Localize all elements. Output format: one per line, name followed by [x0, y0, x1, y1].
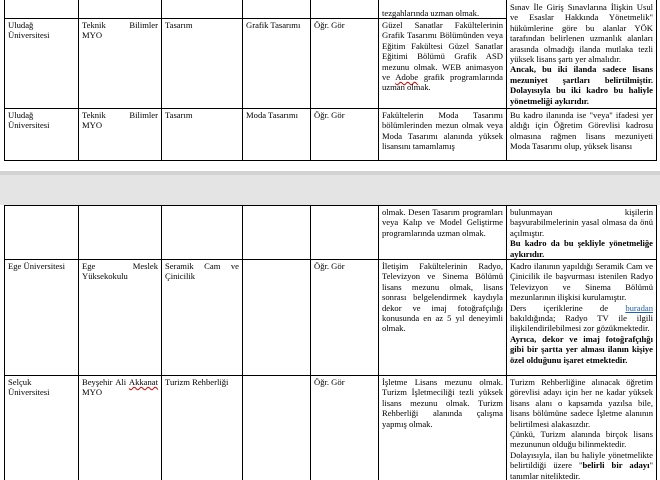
requirement-cell: olmak. Desen Tasarım programları veya Kalıp ve Model Geliştirme programlarında uzman olmak.: [379, 206, 507, 260]
department-cell: Seramik Cam ve Çinicilik: [162, 260, 243, 376]
requirement-cell: Güzel Sanatlar Fakültelerinin Grafik Tasarımı Bölümünden veya Eğitim Fakültesi Güzel Sanatlar Eğitimi Bölümü Grafik ASD mezunu olmak. WEB animasyon ve Adobe grafik programlarında uzman olmak.: [379, 19, 507, 109]
university-cell: Uludağ Üniversitesi: [5, 109, 79, 161]
table-row: [5, 376, 657, 480]
buradan-link[interactable]: buradan: [625, 302, 653, 313]
requirement-text: tezgahlarında uzman olmak.: [382, 7, 480, 18]
note-cell: Turizm Rehberliğine alınacak öğretim görevlisi adayı için her ne kadar yüksek lisans alanı o kapsamda yazılsa bile, lisans bölümüne sadece İşletme alanının belirtilmesi alakasızdır. Çünkü, Turizm alanında birçok lisans mezununun olduğu bilinmektedir. Dolayısıyla, ilan bu haliyle yönetmelikte belirtildiği üzere "belirli bir adayı" tanımlar niteliktedir.: [507, 376, 657, 480]
school-cell: Teknik Bilimler MYO: [79, 19, 162, 109]
title-cell: Öğr. Gör: [311, 260, 379, 376]
school-cell: Teknik Bilimler MYO: [79, 109, 162, 161]
requirement-cell: [379, 0, 507, 19]
table-row: [5, 260, 657, 376]
department-cell: Turizm Rehberliği: [162, 376, 243, 480]
table-row: [5, 109, 657, 161]
adobe-word: Adobe: [395, 72, 419, 83]
program-cell: Grafik Tasarımı: [243, 19, 311, 109]
department-cell: Tasarım: [162, 19, 243, 109]
akkanat-word: Akkanat: [128, 377, 158, 388]
university-cell: Selçuk Üniversitesi: [5, 376, 79, 480]
note-text: Sınav İle Giriş Sınavlarına İlişkin Usul ve Esaslar Hakkında Yönetmelik" hükümlerine göre bu alanlar YÖK tarafından belirlenen uzmanlık alanları arasında olmadığı ilanda mutlaka tezli yüksek lisans şartı yer almalıdır.: [510, 2, 653, 65]
note-cell: Bu kadro ilanında ise "veya" ifadesi yer aldığı için Öğretim Görevlisi kadrosu olmasına rağmen lisans mezuniyeti Moda Tasarımı olup, yüksek lisansı: [507, 109, 657, 161]
requirement-cell: İletişim Fakültelerinin Radyo, Televizyon ve Sinema Bölümü lisans mezunu olmak, lisans sonrası belgelendirmek kaydıyla dekor ve imaj fotoğrafçılığı konusunda en az 5 yıl deneyimli olmak.: [379, 260, 507, 376]
university-cell: Ege Üniversitesi: [5, 260, 79, 376]
school-cell: Ege Meslek Yüksekokulu: [79, 260, 162, 376]
title-cell: Öğr. Gör: [311, 376, 379, 480]
table-page-1: [4, 0, 657, 161]
requirement-cell: Fakültelerin Moda Tasarımı bölümlerinden mezun olmak veya Moda Tasarımı alanında yüksek lisansını tamamlamış: [379, 109, 507, 161]
note-bold-text: Ancak, bu iki ilanda sadece lisans mezuniyet şartları belirtilmiştir. Dolayısıyla bu iki kadro bu haliyle yönetmeliği aykırıdır.: [510, 64, 653, 106]
table-page-2: [4, 205, 657, 480]
page-separator: [0, 171, 660, 205]
school-cell: Beyşehir Ali Akkanat MYO: [79, 376, 162, 480]
program-cell: Moda Tasarımı: [243, 109, 311, 161]
document-page-2: [0, 205, 660, 480]
university-cell: Uludağ Üniversitesi: [5, 19, 79, 109]
note-cell: [507, 0, 657, 109]
note-cell: bulunmayan kişilerin başvurabilmelerinin yasal olmasa da önü açılmıştır. Bu kadro da bu şekliyle yönetmeliğe aykırıdır.: [507, 206, 657, 260]
document-page-1: [0, 0, 660, 171]
department-cell: Tasarım: [162, 109, 243, 161]
program-cell: [243, 260, 311, 376]
table-row: [5, 0, 657, 19]
note-cell: Kadro ilanının yapıldığı Seramik Cam ve Çinicilik ile başvurması istenilen Radyo Televizyon ve Sinema Bölümü mezunlarının ilişkisi kurulamıştır. Ders içeriklerine de buradan bakıldığında; Radyo TV ile ilgili ilişkilendirilebilmesi zor gözükmektedir. Ayrıca, dekor ve imaj fotoğrafçılığı gibi bir şartta yer alması ilanın kişiye özel olduğunu işaret etmektedir.: [507, 260, 657, 376]
table-row: [5, 206, 657, 260]
title-cell: Öğr. Gör: [311, 19, 379, 109]
title-cell: Öğr. Gör: [311, 109, 379, 161]
requirement-cell: İşletme Lisans mezunu olmak. Turizm İşletmeciliği tezli yüksek lisans mezunu olmak. Turizm Rehberliği alanında çalışma yapmış olmak.: [379, 376, 507, 480]
program-cell: [243, 376, 311, 480]
